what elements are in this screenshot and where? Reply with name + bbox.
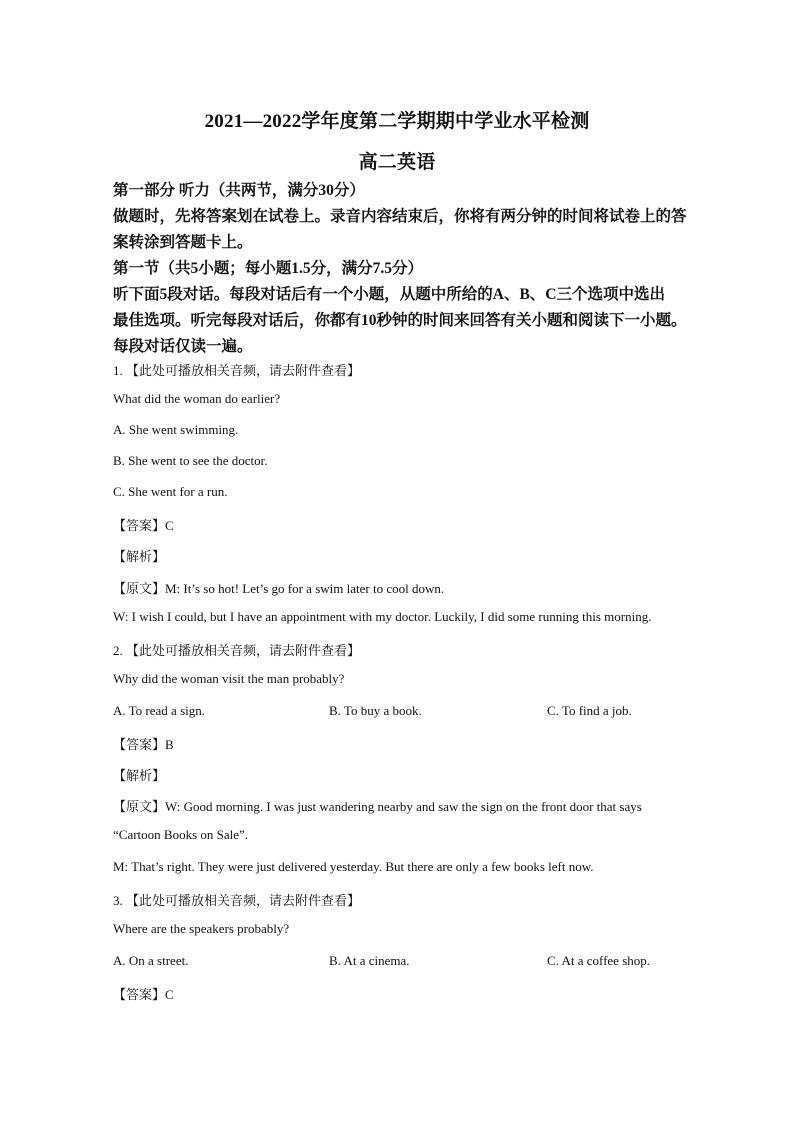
exam-subject: 高二英语 — [358, 152, 436, 173]
question-3-text: Where are the speakers probably? — [113, 921, 290, 936]
instruction-line: 做题时，先将答案划在试卷上。录音内容结束后，你将有两分钟的时间将试卷上的答 — [113, 208, 687, 225]
question-1-audio-link[interactable]: 1. 【此处可播放相关音频，请去附件查看】 — [113, 363, 361, 378]
question-2-option-c: C. To find a job. — [547, 703, 632, 718]
question-3-option-b: B. At a cinema. — [329, 953, 410, 968]
question-2-text: Why did the woman visit the man probably? — [113, 671, 345, 686]
question-1-transcript: W: I wish I could, but I have an appointment with my doctor. Luckily, I did some running this morning. — [113, 609, 652, 624]
question-2-analysis: 【解析】 — [113, 768, 166, 783]
question-1-analysis: 【解析】 — [113, 549, 166, 564]
question-2-transcript: M: That’s right. They were just delivered yesterday. But there are only a few books left now. — [113, 859, 594, 874]
question-3-option-c: C. At a coffee shop. — [547, 953, 651, 968]
question-2-option-b: B. To buy a book. — [329, 703, 422, 718]
question-1-option-a: A. She went swimming. — [113, 422, 239, 437]
question-1-transcript: 【原文】M: It’s so hot! Let’s go for a swim later to cool down. — [113, 581, 445, 596]
question-3-answer: 【答案】C — [113, 987, 174, 1002]
section1-instruction: 最佳选项。听完每段对话后，你都有10秒钟的时间来回答有关小题和阅读下一小题。 — [113, 312, 687, 329]
section1-instruction: 听下面5段对话。每段对话后有一个小题，从题中所给的A、B、C三个选项中选出 — [113, 286, 665, 303]
part1-heading: 第一部分 听力（共两节，满分30分） — [113, 182, 365, 199]
question-3-option-a: A. On a street. — [113, 953, 189, 968]
question-2-answer: 【答案】B — [113, 737, 174, 752]
question-2-transcript: 【原文】W: Good morning. I was just wandering nearby and saw the sign on the front door that says — [113, 799, 642, 814]
instruction-line: 案转涂到答题卡上。 — [113, 234, 253, 251]
question-3-audio-link[interactable]: 3. 【此处可播放相关音频，请去附件查看】 — [113, 893, 361, 908]
question-1-option-b: B. She went to see the doctor. — [113, 453, 268, 468]
section1-heading: 第一节（共5小题；每小题1.5分，满分7.5分） — [113, 260, 424, 277]
question-2-audio-link[interactable]: 2. 【此处可播放相关音频，请去附件查看】 — [113, 643, 361, 658]
question-2-transcript: “Cartoon Books on Sale”. — [113, 827, 249, 842]
question-1-text: What did the woman do earlier? — [113, 391, 281, 406]
question-2-option-a: A. To read a sign. — [113, 703, 205, 718]
question-1-option-c: C. She went for a run. — [113, 484, 228, 499]
section1-instruction: 每段对话仅读一遍。 — [113, 338, 253, 355]
question-1-answer: 【答案】C — [113, 518, 174, 533]
exam-title: 2021—2022学年度第二学期期中学业水平检测 — [204, 111, 590, 132]
